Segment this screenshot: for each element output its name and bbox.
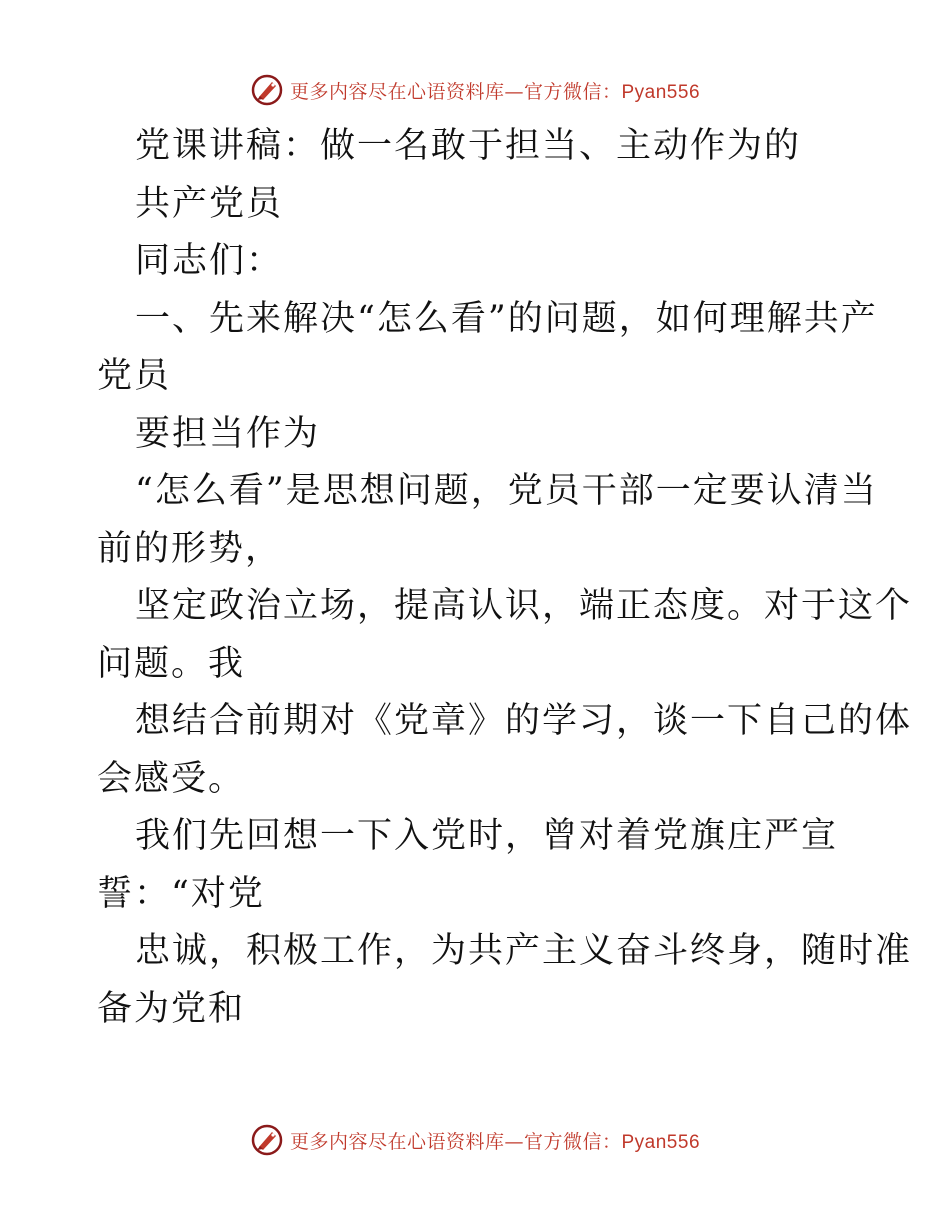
pen-nib-logo-icon <box>250 1123 284 1157</box>
salutation: 同志们： <box>135 241 284 281</box>
header-banner <box>0 70 950 110</box>
paragraph-line: 一、先来解决“怎么看”的问题，如何理解共产 <box>135 298 878 339</box>
document-body <box>97 118 913 1038</box>
banner-wechat-id: Pyan556 <box>621 81 701 103</box>
paragraph-line: 我们先回想一下入党时，曾对着党旗庄严宣 <box>135 816 839 856</box>
pen-nib-logo-icon <box>250 73 284 107</box>
title-line-1: 党课讲稿：做一名敢于担当、主动作为的 <box>135 126 802 166</box>
banner-wechat-id: Pyan556 <box>621 1131 701 1153</box>
paragraph-line: 问题。我 <box>97 643 246 684</box>
banner-site-name: 更多内容尽在心语资料库 <box>289 1130 505 1153</box>
banner-text <box>290 1127 700 1154</box>
banner-wechat-label: 官方微信： <box>523 80 622 103</box>
paragraph-line: 想结合前期对《党章》的学习，谈一下自己的体 <box>135 701 913 741</box>
paragraph-line: “怎么看”是思想问题，党员干部一定要认清当 <box>135 471 878 511</box>
banner-site-name: 更多内容尽在心语资料库 <box>289 80 505 103</box>
title-line-2: 共产党员 <box>135 183 284 224</box>
paragraph-line: 前的形势， <box>97 528 283 569</box>
banner-wechat-label: 官方微信： <box>523 1130 622 1153</box>
paragraph-line: 誓：“对党 <box>97 873 265 914</box>
banner-dash: — <box>504 80 524 103</box>
paragraph-line: 坚定政治立场，提高认识，端正态度。对于这个 <box>135 586 913 626</box>
banner-dash: — <box>504 1130 524 1153</box>
paragraph-line: 要担当作为 <box>135 413 321 454</box>
footer-banner <box>0 1120 950 1160</box>
banner-text <box>290 77 700 104</box>
paragraph-line: 会感受。 <box>97 758 246 799</box>
paragraph-line: 忠诚，积极工作，为共产主义奋斗终身，随时准 <box>135 931 913 971</box>
paragraph-line: 备为党和 <box>97 988 246 1029</box>
paragraph-line: 党员 <box>97 356 172 396</box>
